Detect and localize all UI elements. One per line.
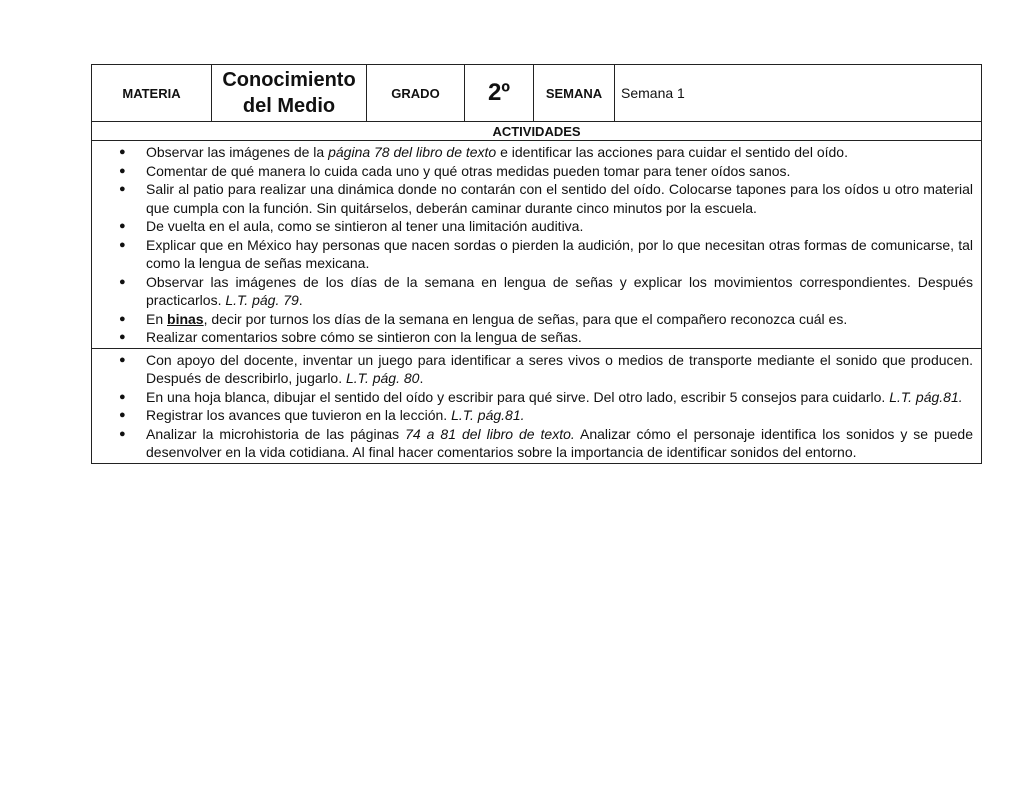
activity-item — [119, 310, 973, 329]
activity-text: En una hoja blanca, dibujar el sentido del oído y escribir para qué sirve. Del otro lado, escribir 5 consejos para cuidarlo. — [146, 388, 890, 405]
reference-text: página 78 del libro de texto — [328, 144, 497, 160]
subject-line-2: del Medio — [242, 95, 336, 117]
activity-item — [119, 388, 973, 407]
activities-list-1 — [92, 141, 981, 348]
bullet-icon: ● — [119, 331, 126, 343]
activity-item — [119, 162, 973, 181]
activities-list-2 — [92, 349, 981, 463]
reference-text: 74 a 81 del libro de texto. — [405, 425, 575, 442]
activity-text: Analizar la microhistoria de las páginas — [146, 425, 406, 442]
activities-title: ACTIVIDADES — [92, 122, 982, 141]
activities-group-2-row — [92, 348, 982, 463]
activity-item — [119, 425, 973, 462]
activity-text: Salir al patio para realizar una dinámica donde no contarán con el sentido del oído. Colocarse tapones para los oídos u otro material que cumpla con la función. Sin quitárselos, deberán caminar durante cinco minutos por la escuela. — [146, 181, 973, 216]
activity-text: . — [298, 292, 303, 308]
activity-text: En — [146, 310, 168, 327]
activity-item — [119, 180, 973, 217]
bullet-icon: ● — [119, 427, 126, 440]
materia-label: MATERIA — [92, 65, 212, 122]
activity-text: Explicar que en México hay personas que nacen sordas o pierden la audición, por lo que necesitan otras formas de comunicarse, tal como la lengua de señas mexicana. — [146, 236, 973, 271]
activities-group-2-cell — [92, 348, 982, 463]
grado-label: GRADO — [367, 65, 465, 122]
activity-text: Analizar cómo el personaje identifica los sonidos y se puede desenvolver en la vida cotidiana. Al final hacer comentarios sobre la importancia de identificar sonidos del entorno. — [146, 425, 973, 460]
bullet-icon: ● — [119, 275, 126, 288]
bullet-icon: ● — [119, 220, 126, 232]
bullet-icon: ● — [119, 183, 126, 195]
grade-value: 2º — [465, 65, 534, 122]
bullet-icon: ● — [119, 409, 126, 421]
subject-value — [212, 65, 367, 122]
activity-text: . — [419, 370, 424, 386]
reference-text: L.T. pág. 79 — [225, 292, 299, 308]
activity-text: , decir por turnos los días de la semana en lengua de señas, para que el compañero reconozca cuál es. — [203, 310, 848, 327]
activities-title-row — [92, 122, 982, 141]
activity-text: Con apoyo del docente, inventar un juego para identificar a seres vivos o medios de transporte mediante el sonido que producen. Después de describirlo, jugarlo. — [146, 351, 973, 386]
reference-text: L.T. pág. 80 — [346, 370, 420, 386]
week-value: Semana 1 — [615, 65, 982, 122]
bullet-icon: ● — [119, 353, 126, 366]
activity-text: Realizar comentarios sobre cómo se sintieron con la lengua de señas. — [146, 329, 582, 345]
activity-item — [119, 273, 973, 310]
activity-item — [119, 236, 973, 273]
activity-text: Comentar de qué manera lo cuida cada uno y qué otras medidas pueden tomar para tener oídos sanos. — [146, 162, 791, 179]
activity-text: Observar las imágenes de la — [146, 144, 329, 160]
bullet-icon: ● — [119, 146, 126, 158]
bullet-icon: ● — [119, 390, 126, 403]
activity-item — [119, 406, 973, 425]
activity-text: Observar las imágenes de los días de la semana en lengua de señas y explicar los movimientos correspondientes. Después practicarlos. — [146, 273, 973, 308]
activity-item — [119, 143, 973, 162]
activity-item — [119, 351, 973, 388]
bullet-icon: ● — [119, 164, 126, 177]
emphasis-text: binas — [167, 310, 204, 327]
activity-text: e identificar las acciones para cuidar el sentido del oído. — [496, 144, 848, 160]
activity-text: De vuelta en el aula, como se sintieron al tener una limitación auditiva. — [146, 218, 584, 234]
lesson-plan-table — [91, 64, 982, 464]
header-row — [92, 65, 982, 122]
activity-item — [119, 328, 973, 347]
semana-label: SEMANA — [534, 65, 615, 122]
subject-line-1: Conocimiento — [222, 69, 356, 91]
activity-text: Registrar los avances que tuvieron en la lección. — [146, 407, 452, 423]
reference-text: L.T. pág.81. — [451, 407, 525, 423]
activities-group-1-row — [92, 141, 982, 349]
bullet-icon: ● — [119, 312, 126, 325]
bullet-icon: ● — [119, 238, 126, 251]
reference-text: L.T. pág.81. — [889, 388, 963, 405]
activity-item — [119, 217, 973, 236]
activities-group-1-cell — [92, 141, 982, 349]
